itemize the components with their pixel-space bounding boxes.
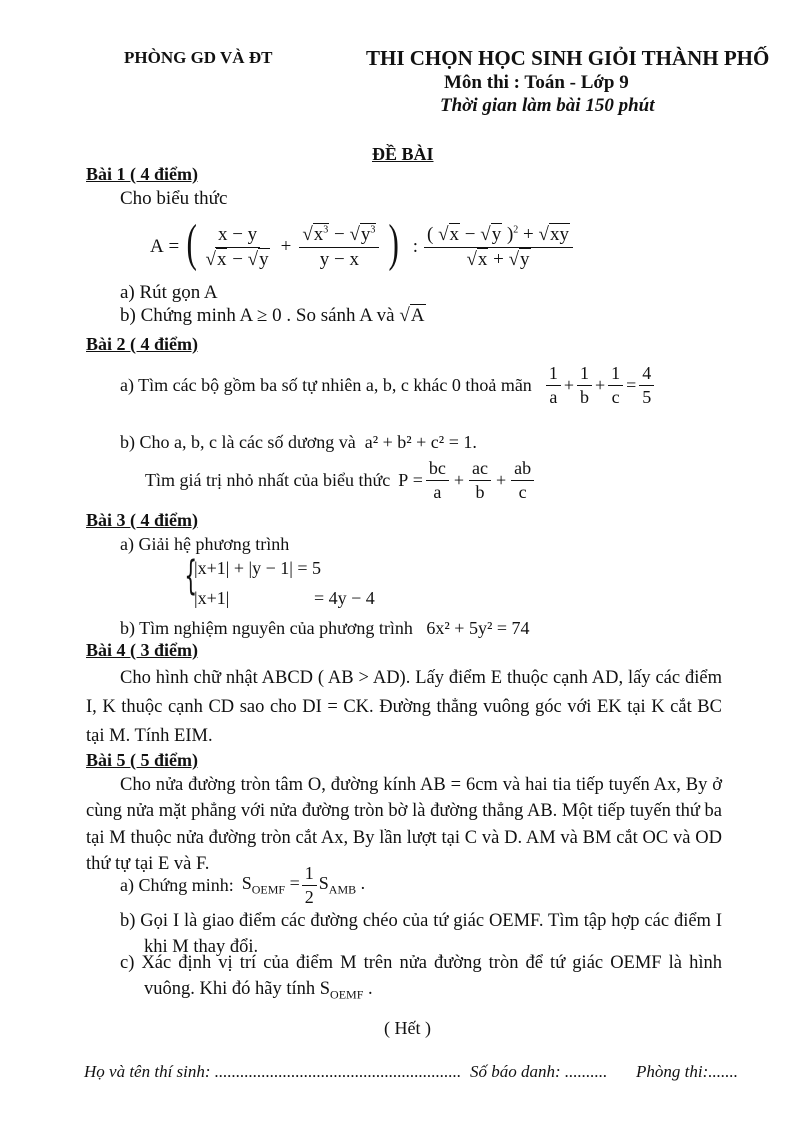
department-label: PHÒNG GD VÀ ĐT — [124, 48, 273, 67]
bai3-equation-2: |x+1| = 4y − 4 — [194, 588, 375, 608]
exam-title: THI CHỌN HỌC SINH GIỎI THÀNH PHỐ — [366, 46, 770, 70]
bai2-heading: Bài 2 ( 4 điểm) — [86, 334, 198, 354]
exam-time: Thời gian làm bài 150 phút — [440, 95, 655, 116]
bai4-text: Cho hình chữ nhật ABCD ( AB > AD). Lấy điểm E thuộc cạnh AD, lấy các điểm I, K thuộc cạnh CD sao cho DI = CK. Đường thẳng vuông góc với EK tại K cắt BC tại M. Tính EIM. — [86, 668, 722, 747]
bai4-heading: Bài 4 ( 3 điểm) — [86, 640, 198, 660]
bai5-heading: Bài 5 ( 5 điểm) — [86, 750, 198, 770]
bai3-heading: Bài 3 ( 4 điểm) — [86, 510, 198, 530]
system-brace: { — [184, 553, 198, 599]
bai2-part-b: b) Cho a, b, c là các số dương và a² + b² + c² = 1. — [120, 432, 477, 452]
bai5-part-b: b) Gọi I là giao điểm các đường chéo của tứ giác OEMF. Tìm tập hợp các điểm I khi M thay đổi. — [120, 911, 722, 958]
room-line: Phòng thi:....... — [636, 1062, 738, 1081]
end-marker: ( Hết ) — [384, 1018, 431, 1038]
bai2-part-a: a) Tìm các bộ gồm ba số tự nhiên a, b, c khác 0 thoả mãn $\frac{1}{a}$ + $\frac{1}{b}$ + $\frac{1}{c}$ = $\frac{4}{5}$ — [120, 362, 654, 408]
exam-subject: Môn thi : Toán - Lớp 9 — [444, 72, 629, 93]
bai3-part-b: b) Tìm nghiệm nguyên của phương trình 6x² + 5y² = 74 — [120, 618, 530, 638]
bai1-part-b: b) Chứng minh A ≥ 0 . So sánh A và √A — [120, 305, 425, 326]
bai1-expression: A = ( $\frac{x - y}{√x - √y}$ + $\frac{√x^3 - √y^3}{y - x}$ ) : $\frac{( √x - √y )^2 + √xy}{√x + √y}$ — [150, 212, 573, 282]
bai1-part-a: a) Rút gọn A — [120, 282, 218, 303]
candidate-number-line: Số báo danh: .......... — [470, 1062, 608, 1081]
bai5-text: Cho nửa đường tròn tâm O, đường kính AB = 6cm và hai tia tiếp tuyến Ax, By ở cùng nửa mặt phẳng với nửa đường tròn bờ là đường thẳng AB. Một tiếp tuyến thứ ba tại M thuộc nửa đường tròn cắt Ax, By lần lượt tại C và D. AM và BM cắt OC và OD thứ tự tại E và F. — [86, 775, 722, 874]
bai5-part-a: a) Chứng minh: $S_{OEMF}$ = $\frac{1}{2}$ $S_{AMB}$ . — [120, 862, 366, 907]
bai3-part-a: a) Giải hệ phương trình — [120, 534, 290, 554]
candidate-name-line: Họ và tên thí sinh: .......................................................... — [84, 1062, 462, 1081]
bai1-heading: Bài 1 ( 4 điểm) — [86, 164, 198, 184]
bai2-part-b-expression: Tìm giá trị nhỏ nhất của biểu thức P = $\frac{bc}{a}$ + $\frac{ac}{b}$ + $\frac{ab}{c}$ — [145, 456, 534, 504]
bai5-part-c: c) Xác định vị trí của điểm M trên nửa đường tròn để tứ giác OEMF là hình vuông. Khi đó hãy tính $S_{OEMF}$ . — [120, 953, 722, 1002]
de-bai-heading: ĐỀ BÀI — [372, 144, 434, 164]
bai3-equation-1: |x+1| + |y − 1| = 5 — [194, 558, 322, 578]
bai1-intro: Cho biểu thức — [120, 188, 228, 209]
